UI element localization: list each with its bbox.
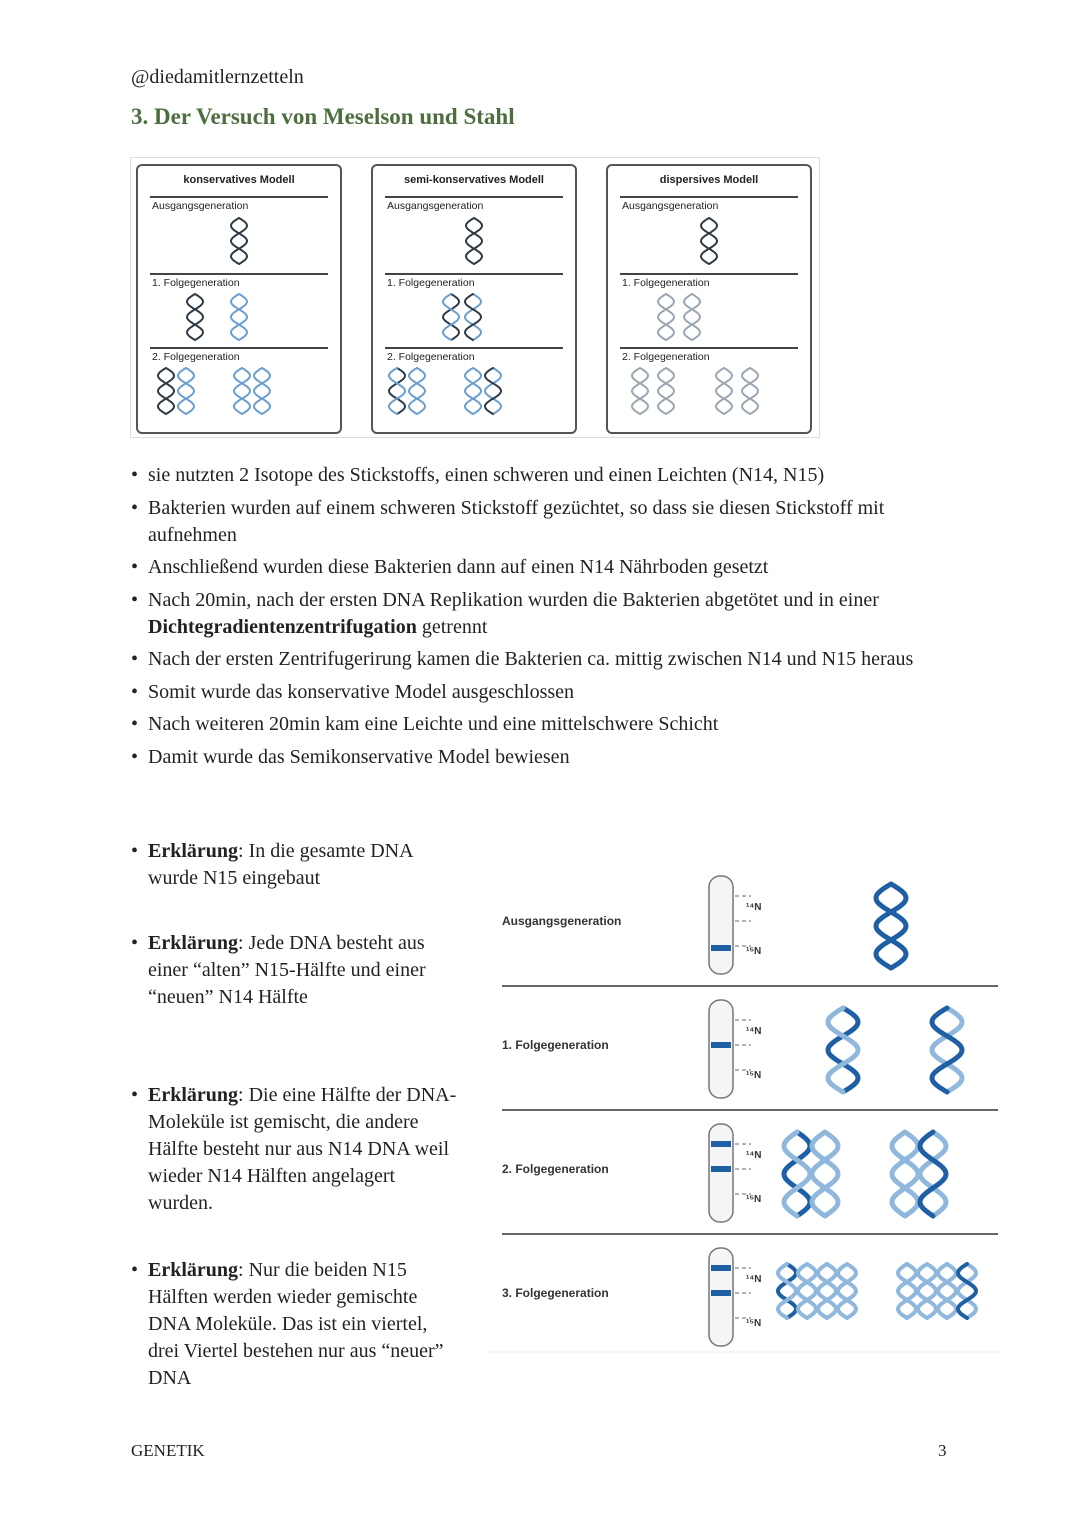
dna-strand — [784, 1132, 810, 1216]
dna-strand — [784, 1132, 810, 1216]
centrifuge-tube — [709, 876, 751, 974]
dna-strand — [658, 368, 674, 414]
explanation-text: : Jede DNA besteht aus einer “alten” N15-Hälfte und einer “neuen” N14 Hälfte — [148, 932, 426, 1008]
dna-strand — [828, 1008, 858, 1092]
explanation-text: : Nur die beiden N15 Hälften werden wieder gemischte DNA Moleküle. Das ist ein viertel, drei Viertel bestehen nur aus “neuer” DNA — [148, 1259, 444, 1389]
models-figure — [130, 157, 820, 438]
dna-strand — [466, 218, 482, 264]
isotope-label-light: ¹⁴N — [746, 1026, 762, 1037]
dna-strand — [918, 1264, 936, 1318]
explanation-text: : Die eine Hälfte der DNA-Moleküle ist gemischt, die andere Hälfte besteht nur aus N14 DNA weil wieder N14 Hälften angelagert wurden. — [148, 1084, 457, 1214]
section-title: 3. Der Versuch von Meselson und Stahl — [131, 104, 515, 129]
dna-helix-icon — [778, 1264, 796, 1318]
dna-band — [711, 1290, 731, 1296]
dna-helix-icon — [389, 368, 405, 414]
dna-helix-icon — [658, 368, 674, 414]
dna-helix-icon — [409, 368, 425, 414]
dna-helix-icon — [784, 1132, 810, 1216]
explanation-label: Erklärung — [148, 1084, 239, 1106]
bullet — [131, 587, 971, 641]
dna-helix-icon — [231, 294, 247, 340]
dna-strand — [812, 1132, 838, 1216]
explanation-item — [131, 1257, 461, 1392]
dna-strand — [876, 884, 906, 968]
dna-helix-icon — [231, 218, 247, 264]
bullet-bold-term: Dichtegradientenzentrifugation — [148, 615, 417, 638]
dna-helix-icon — [958, 1264, 976, 1318]
dna-strand — [918, 1264, 936, 1318]
dna-strand — [658, 294, 674, 340]
dna-strand — [254, 368, 270, 414]
dna-helix-icon — [701, 218, 717, 264]
dna-strand — [465, 368, 481, 414]
isotope-label-heavy: ¹⁵N — [746, 946, 762, 957]
dna-strand — [409, 368, 425, 414]
dna-strand — [876, 884, 906, 968]
gen2-label: 2. Folgegeneration — [622, 351, 710, 363]
explanation-4 — [131, 1257, 461, 1392]
bullet-text: getrennt — [416, 615, 488, 638]
dna-strand — [938, 1264, 956, 1318]
dna-strand — [187, 294, 203, 340]
dna-strand — [684, 294, 700, 340]
dna-strand — [443, 294, 459, 340]
dna-strand — [892, 1132, 918, 1216]
dna-strand — [798, 1264, 816, 1318]
dna-strand — [254, 368, 270, 414]
explanation-1 — [131, 838, 461, 892]
dna-strand — [920, 1132, 946, 1216]
dna-strand — [932, 1008, 962, 1092]
dna-helix-icon — [798, 1264, 816, 1318]
dna-helix-icon — [828, 1008, 858, 1092]
isotope-label-heavy: ¹⁵N — [746, 1070, 762, 1081]
dna-helix-icon — [443, 294, 459, 340]
dna-strand — [231, 218, 247, 264]
gen0-label: Ausgangsgeneration — [387, 200, 484, 212]
gen1-label: 1. Folgegeneration — [387, 277, 475, 289]
dna-strand — [798, 1264, 816, 1318]
dna-strand — [701, 218, 717, 264]
bullet-text: Nach 20min, nach der ersten DNA Replikation wurden die Bakterien abgetötet und in einer — [148, 588, 879, 611]
dna-helix-icon — [485, 368, 501, 414]
dna-strand — [485, 368, 501, 414]
dna-strand — [938, 1264, 956, 1318]
dna-strand — [465, 294, 481, 340]
dna-strand — [465, 368, 481, 414]
model-title: dispersives Modell — [659, 174, 759, 186]
dna-helix-icons — [608, 166, 810, 432]
explanation-label: Erklärung — [148, 1259, 239, 1281]
dna-band — [711, 1265, 731, 1271]
explanation-item — [131, 930, 461, 1011]
explanation-label: Erklärung — [148, 840, 239, 862]
dna-strand — [828, 1008, 858, 1092]
dna-strand — [443, 294, 459, 340]
dna-helix-icon — [812, 1132, 838, 1216]
dna-strand — [838, 1264, 856, 1318]
dna-band — [711, 1166, 731, 1172]
dna-strand — [178, 368, 194, 414]
dna-strand — [778, 1264, 796, 1318]
gen0-label: Ausgangsgeneration — [152, 200, 249, 212]
dna-strand — [838, 1264, 856, 1318]
centrifuge-tube — [709, 1124, 751, 1222]
dna-helix-icon — [632, 368, 648, 414]
dna-helix-icon — [465, 368, 481, 414]
dna-strand — [234, 368, 250, 414]
dna-strand — [485, 368, 501, 414]
bullet: • Anschließend wurden diese Bakterien dann auf einen N14 Nährboden gesetzt — [131, 554, 971, 581]
dna-helix-icon — [932, 1008, 962, 1092]
generation-label: 1. Folgegeneration — [502, 1038, 609, 1052]
dna-helix-icon — [918, 1264, 936, 1318]
dna-helix-icons — [373, 166, 575, 432]
dna-strand — [778, 1264, 796, 1318]
isotope-label-light: ¹⁴N — [746, 902, 762, 913]
dna-helix-icon — [234, 368, 250, 414]
isotope-label-heavy: ¹⁵N — [746, 1318, 762, 1329]
dna-strand — [818, 1264, 836, 1318]
conservative-model-panel — [136, 164, 342, 434]
dna-band — [711, 1141, 731, 1147]
dna-strand — [892, 1132, 918, 1216]
dna-strand — [158, 368, 174, 414]
dna-strand — [742, 368, 758, 414]
dna-helix-icon — [742, 368, 758, 414]
dna-strand — [632, 368, 648, 414]
author-handle: @diedamitlernzetteln — [131, 66, 304, 88]
dna-band — [711, 1042, 731, 1048]
dna-strand — [818, 1264, 836, 1318]
dna-strand — [658, 294, 674, 340]
dna-helix-icon — [818, 1264, 836, 1318]
experiment-bullets — [131, 462, 971, 776]
dna-strand — [958, 1264, 976, 1318]
generation-label: 2. Folgegeneration — [502, 1162, 609, 1176]
bullet: • sie nutzten 2 Isotope des Stickstoffs, einen schweren und einen Leichten (N14, N15) — [131, 462, 971, 489]
dna-helix-icon — [938, 1264, 956, 1318]
dna-strand — [231, 294, 247, 340]
dna-helix-icon — [158, 368, 174, 414]
dna-strand — [178, 368, 194, 414]
explanation-2 — [131, 930, 461, 1011]
isotope-label-heavy: ¹⁵N — [746, 1194, 762, 1205]
bullet: • Damit wurde das Semikonservative Model bewiesen — [131, 744, 971, 771]
gen2-label: 2. Folgegeneration — [152, 351, 240, 363]
dna-helix-icon — [876, 884, 906, 968]
dna-helix-icon — [898, 1264, 916, 1318]
dna-helix-icon — [254, 368, 270, 414]
bullet: • Bakterien wurden auf einem schweren Stickstoff gezüchtet, so dass sie diesen Stickstoff mit aufnehmen — [131, 495, 971, 549]
dna-strand — [389, 368, 405, 414]
gen1-label: 1. Folgegeneration — [622, 277, 710, 289]
dna-helix-icon — [465, 294, 481, 340]
dna-strand — [658, 368, 674, 414]
dna-strand — [465, 294, 481, 340]
dna-strand — [466, 218, 482, 264]
dna-helix-icon — [187, 294, 203, 340]
model-title: semi-konservatives Modell — [403, 174, 544, 186]
dna-strand — [231, 294, 247, 340]
gen0-label: Ausgangsgeneration — [622, 200, 719, 212]
dna-strand — [716, 368, 732, 414]
centrifugation-drawing — [488, 864, 998, 1354]
dna-strand — [158, 368, 174, 414]
dna-strand — [389, 368, 405, 414]
dispersive-model-panel — [606, 164, 812, 434]
generation-label: 3. Folgegeneration — [502, 1286, 609, 1300]
dna-strand — [812, 1132, 838, 1216]
dna-strand — [932, 1008, 962, 1092]
dna-helix-icons — [138, 166, 340, 432]
dna-strand — [187, 294, 203, 340]
gen2-label: 2. Folgegeneration — [387, 351, 475, 363]
dna-strand — [684, 294, 700, 340]
explanation-3 — [131, 1082, 461, 1217]
explanation-item — [131, 1082, 461, 1217]
dna-helix-icon — [684, 294, 700, 340]
dna-strand — [920, 1132, 946, 1216]
centrifuge-tube — [709, 1000, 751, 1098]
gen1-label: 1. Folgegeneration — [152, 277, 240, 289]
dna-helix-icon — [658, 294, 674, 340]
dna-strand — [632, 368, 648, 414]
page-number: 3 — [938, 1441, 947, 1460]
dna-strand — [958, 1264, 976, 1318]
bullet: • Somit wurde das konservative Model ausgeschlossen — [131, 679, 971, 706]
explanation-text: : In die gesamte DNA wurde N15 eingebaut — [148, 840, 413, 889]
centrifuge-tube — [709, 1248, 751, 1346]
footer-subject: GENETIK — [131, 1441, 205, 1460]
dna-helix-icon — [838, 1264, 856, 1318]
dna-strand — [898, 1264, 916, 1318]
dna-band — [711, 945, 731, 951]
bullet: • Nach der ersten Zentrifugerirung kamen die Bakterien ca. mittig zwischen N14 und N15 heraus — [131, 646, 971, 673]
centrifugation-figure — [488, 864, 998, 1354]
bullet: • Nach weiteren 20min kam eine Leichte und eine mittelschwere Schicht — [131, 711, 971, 738]
explanation-label: Erklärung — [148, 932, 239, 954]
semi-conservative-model-panel — [371, 164, 577, 434]
dna-helix-icon — [716, 368, 732, 414]
dna-strand — [742, 368, 758, 414]
dna-strand — [716, 368, 732, 414]
explanation-item — [131, 838, 461, 892]
dna-strand — [898, 1264, 916, 1318]
dna-helix-icon — [178, 368, 194, 414]
isotope-label-light: ¹⁴N — [746, 1274, 762, 1285]
dna-strand — [231, 218, 247, 264]
model-title: konservatives Modell — [183, 174, 295, 186]
isotope-label-light: ¹⁴N — [746, 1150, 762, 1161]
dna-helix-icon — [892, 1132, 918, 1216]
dna-strand — [234, 368, 250, 414]
generation-label: Ausgangsgeneration — [502, 914, 622, 928]
dna-strand — [701, 218, 717, 264]
dna-helix-icon — [920, 1132, 946, 1216]
dna-helix-icon — [466, 218, 482, 264]
dna-strand — [409, 368, 425, 414]
